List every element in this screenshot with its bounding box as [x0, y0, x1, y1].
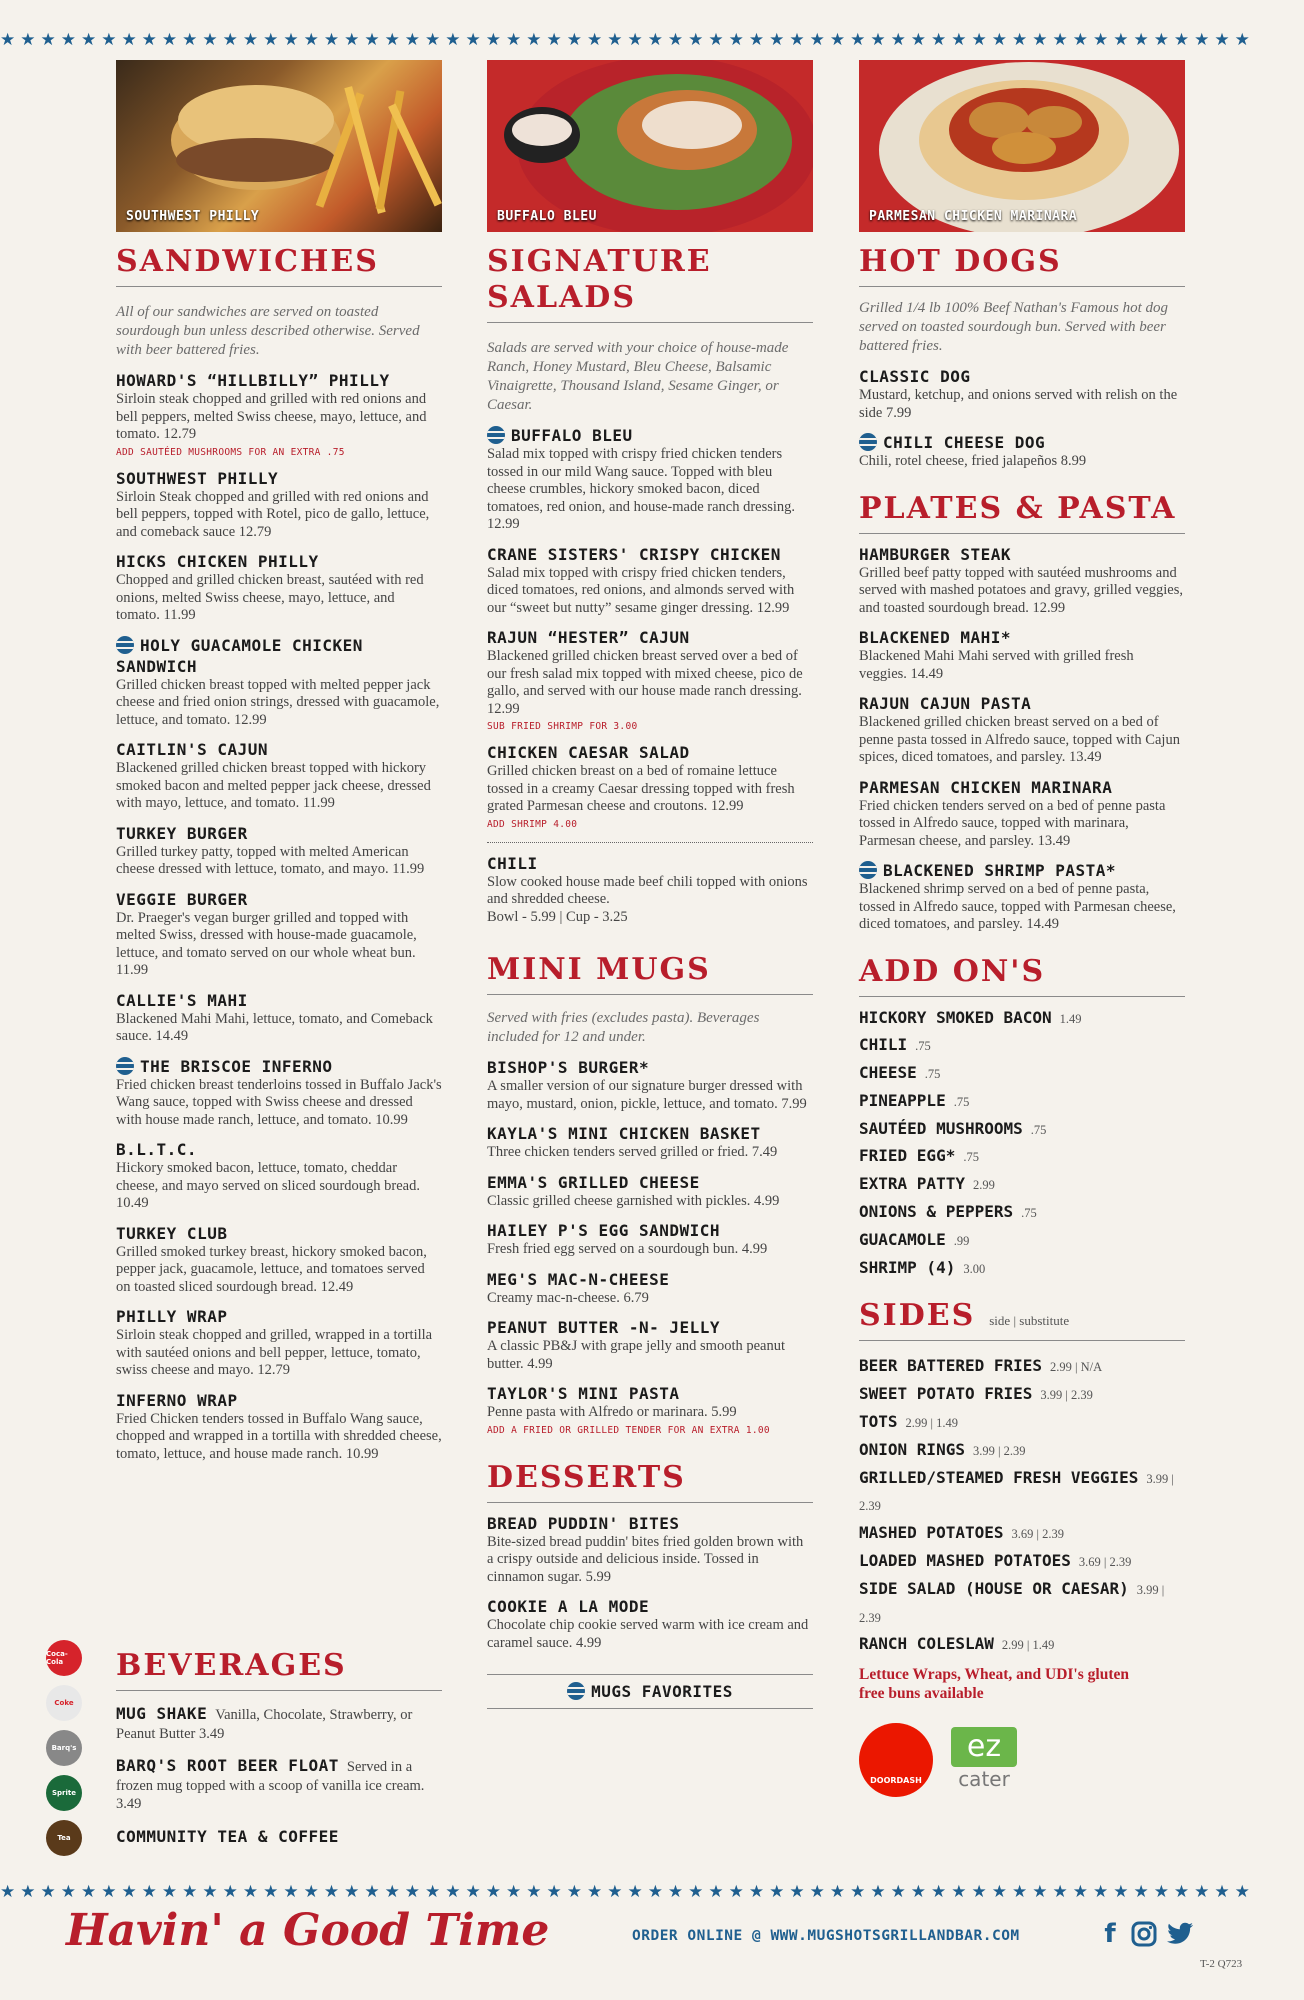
item-name	[116, 1306, 442, 1327]
item-description: Penne pasta with Alfredo or marinara. 5.99	[487, 1404, 737, 1420]
item-name-text: CHILI CHEESE DOG	[883, 433, 1046, 452]
photo-caption: SOUTHWEST PHILLY	[126, 209, 260, 224]
item-name: GUACAMOLE	[859, 1229, 946, 1249]
item-description: Creamy mac-n-cheese. 6.79	[487, 1289, 649, 1306]
item-description: Classic grilled cheese garnished with pickles. 4.99	[487, 1192, 780, 1209]
item-name	[116, 468, 442, 489]
item-price: 2.99 | N/A	[1050, 1360, 1103, 1375]
item-name: FRIED EGG*	[859, 1146, 956, 1166]
bottom-star-border: ★★★★★★★★★★★★★★★★★★★★★★★★★★★★★★★★★★★★★★★★★★★★★★★★★★★★★★★★★★★★★★	[0, 1882, 1255, 1902]
item-description: Sirloin steak chopped and grilled with red onions and bell peppers, melted Swiss cheese, mayo, lettuce, and tomato. 12.79	[116, 391, 427, 442]
menu-item	[487, 1269, 813, 1308]
menu-item	[116, 1223, 442, 1297]
sprite-logo: Sprite	[46, 1775, 82, 1811]
item-name	[487, 742, 813, 763]
item-name: MUG SHAKE	[116, 1704, 208, 1723]
item-price: 3.99 | 2.39	[972, 1443, 1026, 1458]
sandwiches-title: SANDWICHES	[116, 244, 379, 279]
item-name	[859, 627, 1185, 648]
item-price: 3.69 | 2.39	[1011, 1527, 1065, 1542]
item-name	[487, 1057, 813, 1078]
item-description: Salad mix topped with crispy fried chicken tenders tossed in our mild Wang sauce. Topped with bleu cheese crumbles, hickory smoked bacon, diced tomatoes, red onion, and house-made ranch dressing. 12.99	[487, 446, 796, 532]
item-description: Sirloin steak chopped and grilled, wrapped in a tortilla with sautéed onions and bell pepper, lettuce, tomato, swiss cheese and mayo. 12.79	[116, 1327, 433, 1378]
item-name	[859, 366, 1185, 387]
price-row	[859, 1381, 1185, 1409]
item-name	[116, 990, 442, 1011]
price-row	[859, 1353, 1185, 1381]
mug-favorite-icon	[859, 861, 877, 879]
menu-item	[859, 693, 1185, 767]
item-description: Dr. Praeger's vegan burger grilled and topped with melted Swiss, dressed with house-made guacamole, lettuce, and tomato served on our whole wheat bun. 11.99	[116, 909, 417, 978]
item-name	[859, 777, 1185, 798]
sides-title: SIDES	[859, 1298, 976, 1334]
price-row	[859, 1437, 1185, 1465]
item-description: Blackened grilled chicken breast topped with hickory smoked bacon and melted pepper jack cheese, dressed with mayo, lettuce, and tomato. 11.99	[116, 760, 431, 811]
item-name-text: HOLY GUACAMOLE CHICKEN SANDWICH	[116, 635, 363, 676]
menu-item	[859, 544, 1185, 618]
item-name-text: CAITLIN'S CAJUN	[116, 740, 268, 759]
item-name-text: VEGGIE BURGER	[116, 889, 248, 909]
facebook-icon[interactable]: f	[1104, 1919, 1116, 1949]
item-name: SAUTÉED MUSHROOMS	[859, 1118, 1023, 1138]
menu-item	[487, 1172, 813, 1211]
salads-list	[487, 425, 813, 830]
item-description: Bite-sized bread puddin' bites fried golden brown with a crispy outside and delicious inside. Tossed in cinnamon sugar. 5.99	[487, 1533, 804, 1585]
desserts-list	[487, 1513, 813, 1653]
item-name-text: HOWARD'S “HILLBILLY” PHILLY	[116, 371, 390, 390]
beverage-logos	[46, 1640, 86, 1865]
item-name-text: MEG'S MAC-N-CHEESE	[487, 1269, 670, 1289]
column-middle	[487, 60, 813, 1709]
menu-item	[487, 1383, 813, 1436]
item-description: Fried chicken tenders served on a bed of penne pasta tossed in Alfredo sauce, topped with marinara, Parmesan cheese, and parsley. 13.49	[859, 797, 1166, 849]
item-price: .75	[1030, 1122, 1047, 1137]
menu-item	[859, 627, 1185, 683]
item-name	[859, 693, 1185, 714]
menu-item	[116, 1755, 442, 1814]
mug-favorite-icon	[116, 1057, 134, 1075]
item-name	[116, 1223, 442, 1244]
item-name: TOTS	[859, 1412, 898, 1432]
beverages-list	[116, 1703, 442, 1847]
item-description: Grilled chicken breast on a bed of romaine lettuce tossed in a creamy Caesar dressing topped with fresh grated Parmesan cheese and croutons. 12.99	[487, 763, 795, 814]
item-name	[487, 1123, 813, 1144]
item-name: SWEET POTATO FRIES	[859, 1384, 1033, 1404]
tagline: Havin' a Good Time	[66, 1905, 550, 1956]
item-note: ADD SHRIMP 4.00	[487, 818, 578, 830]
menu-item	[116, 1056, 442, 1130]
item-price: 3.99 | 2.39	[859, 1582, 1165, 1625]
item-name-text: CRANE SISTERS' CRISPY CHICKEN	[487, 544, 781, 564]
top-star-border: ★★★★★★★★★★★★★★★★★★★★★★★★★★★★★★★★★★★★★★★★★★★★★★★★★★★★★★★★★★★★★★	[0, 30, 1255, 50]
item-name-text: HICKS CHICKEN PHILLY	[116, 552, 319, 571]
item-name-text: HAILEY P'S EGG SANDWICH	[487, 1221, 721, 1240]
item-name-text: KAYLA'S MINI CHICKEN BASKET	[487, 1124, 761, 1143]
item-description: Fried Chicken tenders tossed in Buffalo Wang sauce, chopped and wrapped in a tortilla with shredded cheese, tomato, lettuce, and house made ranch. 10.99	[116, 1410, 442, 1462]
item-description: Chili, rotel cheese, fried jalapeños 8.99	[859, 453, 1087, 469]
item-name-text: BLACKENED MAHI*	[859, 628, 1011, 647]
hotdogs-intro: Grilled 1/4 lb 100% Beef Nathan's Famous hot dog served on toasted sourdough bun. Served with beer battered fries.	[859, 300, 1169, 354]
menu-item	[487, 1513, 813, 1587]
item-name: MASHED POTATOES	[859, 1523, 1004, 1543]
price-row	[859, 1116, 1185, 1144]
item-name: CHILI	[859, 1035, 908, 1055]
item-name: LOADED MASHED POTATOES	[859, 1551, 1071, 1571]
photo-buffalo-bleu	[487, 60, 813, 232]
menu-item	[116, 1306, 442, 1380]
salads-title: SIGNATURE SALADS	[487, 244, 712, 315]
menu-item	[487, 1596, 813, 1652]
item-name	[487, 627, 813, 648]
item-note: ADD SAUTÉED MUSHROOMS FOR AN EXTRA .75	[116, 446, 345, 458]
photo-caption: BUFFALO BLEU	[497, 209, 597, 224]
hotdogs-list	[859, 366, 1185, 471]
item-name	[116, 823, 442, 844]
photo-caption: PARMESAN CHICKEN MARINARA	[869, 209, 1078, 224]
beverages-title: BEVERAGES	[116, 1648, 347, 1683]
item-price: 3.69 | 2.39	[1078, 1555, 1132, 1570]
item-description: Served in a frozen mug topped with a scoop of vanilla ice cream. 3.49	[116, 1759, 425, 1812]
menu-item	[116, 1139, 442, 1213]
item-name	[859, 544, 1185, 565]
item-name: GRILLED/STEAMED FRESH VEGGIES	[859, 1467, 1139, 1487]
item-name	[116, 1056, 442, 1077]
addons-list	[859, 1005, 1185, 1283]
item-name-text: SOUTHWEST PHILLY	[116, 468, 279, 488]
item-name-text: CLASSIC DOG	[859, 367, 971, 386]
menu-item	[116, 551, 442, 625]
delivery-partners	[859, 1723, 1185, 1803]
barqs-logo: Barq's	[46, 1730, 82, 1766]
price-row	[859, 1088, 1185, 1116]
item-description: Hickory smoked bacon, lettuce, tomato, cheddar cheese, and mayo served on sliced sourdough bread. 10.49	[116, 1160, 420, 1211]
item-name-text: RAJUN “HESTER” CAJUN	[487, 628, 690, 647]
item-name-text: COOKIE A LA MODE	[487, 1597, 650, 1616]
item-name: CHEESE	[859, 1063, 917, 1083]
price-row	[859, 1032, 1185, 1060]
price-row	[859, 1520, 1185, 1548]
item-price: 2.99	[972, 1178, 995, 1193]
minimugs-intro: Served with fries (excludes pasta). Beverages included for 12 and under.	[487, 1010, 760, 1045]
sandwiches-intro: All of our sandwiches are served on toasted sourdough bun unless described otherwise. Served with beer battered fries.	[116, 304, 420, 358]
item-note: SUB FRIED SHRIMP FOR 3.00	[487, 721, 638, 732]
item-name	[116, 1390, 442, 1411]
menu-item	[116, 739, 442, 813]
item-name: COMMUNITY TEA & COFFEE	[116, 1826, 339, 1846]
menu-item	[116, 889, 442, 980]
item-name-text: TURKEY CLUB	[116, 1223, 228, 1243]
item-description: Vanilla, Chocolate, Strawberry, or Peanut Butter 3.49	[116, 1707, 413, 1742]
minimugs-list	[487, 1057, 813, 1436]
plates-title: PLATES & PASTA	[859, 490, 1177, 526]
item-name-text: BISHOP'S BURGER*	[487, 1058, 650, 1077]
sides-subtitle: side | substitute	[989, 1313, 1070, 1329]
item-name	[487, 1220, 813, 1241]
menu-item	[116, 1826, 442, 1847]
item-price: 3.99 | 2.39	[1040, 1388, 1093, 1403]
price-row	[859, 1465, 1185, 1521]
item-name-text: TURKEY BURGER	[116, 823, 248, 843]
item-name-text: TAYLOR'S MINI PASTA	[487, 1384, 680, 1403]
sandwiches-list	[116, 370, 442, 1463]
item-name-text: EMMA'S GRILLED CHEESE	[487, 1172, 700, 1192]
price-row	[859, 1171, 1185, 1199]
column-left	[116, 60, 442, 1846]
price-row	[859, 1548, 1185, 1576]
item-price: .75	[924, 1067, 941, 1082]
item-price: .75	[915, 1039, 931, 1054]
menu-item	[487, 1220, 813, 1259]
desserts-title: DESSERTS	[487, 1459, 686, 1495]
item-name: EXTRA PATTY	[859, 1174, 965, 1194]
item-description: A smaller version of our signature burger dressed with mayo, mustard, onion, pickle, lettuce, and tomato. 7.99	[487, 1078, 807, 1112]
item-description: Salad mix topped with crispy fried chicken tenders, diced tomatoes, red onions, and almonds served with our “sweet but nutty” sesame ginger dressing. 12.99	[487, 564, 795, 616]
menu-item	[116, 990, 442, 1046]
mug-favorite-icon	[859, 433, 877, 451]
mug-favorite-icon	[567, 1682, 585, 1700]
ezcater-logo[interactable]: ez cater	[951, 1727, 1017, 1793]
item-name: PINEAPPLE	[859, 1090, 946, 1110]
price-row	[859, 1199, 1185, 1227]
item-name-text: RAJUN CAJUN PASTA	[859, 694, 1032, 713]
price-row	[859, 1227, 1185, 1255]
item-name: RANCH COLESLAW	[859, 1634, 994, 1654]
item-description: Three chicken tenders served grilled or fried. 7.49	[487, 1144, 778, 1160]
item-name	[116, 551, 442, 572]
twitter-icon[interactable]	[1166, 1920, 1194, 1948]
doordash-logo[interactable]: DOORDASH	[859, 1723, 933, 1797]
item-description: Sirloin Steak chopped and grilled with red onions and bell peppers, topped with Rotel, pico de gallo, lettuce, and comeback sauce 12.79	[116, 488, 430, 540]
item-note: ADD A FRIED OR GRILLED TENDER FOR AN EXTRA 1.00	[487, 1424, 770, 1436]
minimugs-title: MINI MUGS	[487, 952, 711, 987]
item-description: Fried chicken breast tenderloins tossed in Buffalo Jack's Wang sauce, topped with Swiss cheese and dressed with house made ranch, lettuce, and tomato. 10.99	[116, 1076, 442, 1128]
item-price: 3.00	[963, 1261, 986, 1276]
price-row	[859, 1631, 1185, 1659]
item-name-text: BREAD PUDDIN' BITES	[487, 1513, 680, 1533]
item-name: ONIONS & PEPPERS	[859, 1202, 1014, 1222]
item-name-text: CHICKEN CAESAR SALAD	[487, 743, 690, 762]
chili-item: CHILI Slow cooked house made beef chili topped with onions and shredded cheese. Bowl - 5.99 | Cup - 3.25	[487, 853, 808, 925]
menu-item	[859, 432, 1185, 471]
item-name-text: BLACKENED SHRIMP PASTA*	[883, 861, 1117, 880]
menu-item	[487, 1317, 813, 1373]
item-description: Grilled beef patty topped with sautéed mushrooms and served with mashed potatoes and gravy, grilled veggies, and toasted sourdough bread. 12.99	[859, 564, 1184, 616]
item-name-text: B.L.T.C.	[116, 1140, 198, 1159]
item-name	[487, 1596, 813, 1617]
item-name	[487, 1317, 813, 1338]
mug-favorite-icon	[116, 636, 134, 654]
menu-item	[116, 370, 442, 458]
sides-list	[859, 1353, 1185, 1659]
price-row	[859, 1409, 1185, 1437]
menu-item	[116, 635, 442, 730]
price-row	[859, 1255, 1185, 1283]
item-name	[487, 1513, 813, 1534]
item-price: .75	[1021, 1206, 1037, 1221]
item-description: Grilled turkey patty, topped with melted American cheese dressed with lettuce, tomato, and mayo. 11.99	[116, 843, 425, 877]
column-right	[859, 60, 1185, 1803]
item-name: SHRIMP (4)	[859, 1257, 956, 1277]
menu-item	[487, 544, 813, 618]
item-price: 2.99 | 1.49	[905, 1416, 959, 1431]
item-price: 2.99 | 1.49	[1001, 1638, 1055, 1653]
item-description: Blackened grilled chicken breast served on a bed of penne pasta tossed in Alfredo sauce, topped with Cajun spices, diced tomatoes, and parsley. 13.49	[859, 714, 1180, 765]
menu-item	[116, 1390, 442, 1464]
item-name	[859, 860, 1185, 881]
gluten-free-note: Lettuce Wraps, Wheat, and UDI's gluten free buns available	[859, 1666, 1129, 1703]
item-description: Blackened shrimp served on a bed of penne pasta, tossed in Alfredo sauce, topped with Parmesan cheese, diced tomatoes, and parsley. 14.49	[859, 881, 1176, 932]
item-name	[487, 1383, 813, 1404]
item-price: 3.99 | 2.39	[859, 1471, 1174, 1514]
item-description: Mustard, ketchup, and onions served with relish on the side 7.99	[859, 387, 1178, 421]
item-description: Grilled smoked turkey breast, hickory smoked bacon, pepper jack, guacamole, lettuce, and tomatoes served on toasted sliced sourdough bread. 12.49	[116, 1243, 427, 1295]
item-name	[487, 1269, 813, 1290]
item-price: .75	[953, 1094, 970, 1109]
item-name: BARQ'S ROOT BEER FLOAT	[116, 1756, 339, 1775]
price-row	[859, 1576, 1185, 1632]
price-row	[859, 1060, 1185, 1088]
price-row	[859, 1143, 1185, 1171]
item-name	[487, 1172, 813, 1193]
item-description: Fresh fried egg served on a sourdough bun. 4.99	[487, 1241, 768, 1257]
item-price: .75	[963, 1150, 979, 1165]
item-description: Chopped and grilled chicken breast, sautéed with red onions, melted Swiss cheese, mayo, lettuce, and tomato. 11.99	[116, 572, 424, 623]
item-name	[116, 739, 442, 760]
hotdogs-title: HOT DOGS	[859, 244, 1062, 279]
item-name: SIDE SALAD (HOUSE OR CAESAR)	[859, 1578, 1129, 1598]
item-price: .99	[953, 1233, 970, 1248]
menu-code: T-2 Q723	[1200, 1958, 1243, 1970]
item-name-text: PEANUT BUTTER -N- JELLY	[487, 1318, 721, 1337]
instagram-icon[interactable]	[1130, 1920, 1158, 1948]
item-name: BEER BATTERED FRIES	[859, 1356, 1043, 1376]
coca-cola-logo: Coca-Cola	[46, 1640, 82, 1676]
item-description: Chocolate chip cookie served warm with ice cream and caramel sauce. 4.99	[487, 1617, 809, 1651]
item-name	[487, 425, 813, 446]
menu-item	[859, 777, 1185, 851]
item-name-text: HAMBURGER STEAK	[859, 544, 1011, 564]
item-description: Blackened Mahi Mahi, lettuce, tomato, and Comeback sauce. 14.49	[116, 1010, 433, 1044]
menu-item	[487, 425, 813, 534]
photo-parmesan-chicken	[859, 60, 1185, 232]
item-name	[116, 635, 442, 677]
photo-southwest-philly	[116, 60, 442, 232]
item-name	[116, 1139, 442, 1160]
item-description: Blackened Mahi Mahi served with grilled fresh veggies. 14.49	[859, 648, 1134, 682]
salads-intro: Salads are served with your choice of house-made Ranch, Honey Mustard, Bleu Cheese, Balsamic Vinaigrette, Thousand Island, Sesame Ginger, or Caesar.	[487, 340, 789, 413]
menu-item	[116, 1703, 442, 1743]
item-name	[116, 370, 442, 391]
item-name	[859, 432, 1185, 453]
item-name-text: INFERNO WRAP	[116, 1390, 238, 1410]
addons-title: ADD ON'S	[859, 953, 1046, 989]
menu-item	[116, 468, 442, 542]
item-name-text: THE BRISCOE INFERNO	[140, 1056, 333, 1076]
item-description: A classic PB&J with grape jelly and smooth peanut butter. 4.99	[487, 1338, 786, 1372]
menu-item	[487, 1057, 813, 1113]
menu-item	[859, 366, 1185, 422]
tea-logo: Tea	[46, 1820, 82, 1856]
menu-item	[487, 1123, 813, 1162]
price-row	[859, 1005, 1185, 1033]
item-name-text: PARMESAN CHICKEN MARINARA	[859, 777, 1113, 797]
menu-item	[116, 823, 442, 879]
plates-list	[859, 544, 1185, 934]
mug-favorite-icon	[487, 426, 505, 444]
item-name	[487, 544, 813, 565]
favorites-legend: MUGS FAVORITES	[487, 1674, 813, 1709]
item-name-text: BUFFALO BLEU	[511, 426, 633, 445]
item-name	[116, 889, 442, 910]
item-name: HICKORY SMOKED BACON	[859, 1007, 1052, 1027]
item-name-text: CALLIE'S MAHI	[116, 990, 248, 1010]
menu-item	[859, 860, 1185, 934]
item-name-text: PHILLY WRAP	[116, 1307, 228, 1326]
menu-item	[487, 627, 813, 732]
menu-item	[487, 742, 813, 830]
item-name: ONION RINGS	[859, 1439, 965, 1459]
coke-logo: Coke	[46, 1685, 82, 1721]
item-description: Grilled chicken breast topped with melted pepper jack cheese and fried onion strings, dressed with guacamole, lettuce, and tomato. 12.99	[116, 676, 440, 728]
order-online-link[interactable]: ORDER ONLINE @ WWW.MUGSHOTSGRILLANDBAR.COM	[632, 1928, 1020, 1944]
item-description: Blackened grilled chicken breast served over a bed of our fresh salad mix topped with mixed cheese, pico de gallo, and served with our house made ranch dressing. 12.99	[487, 648, 803, 717]
item-price: 1.49	[1059, 1011, 1082, 1026]
